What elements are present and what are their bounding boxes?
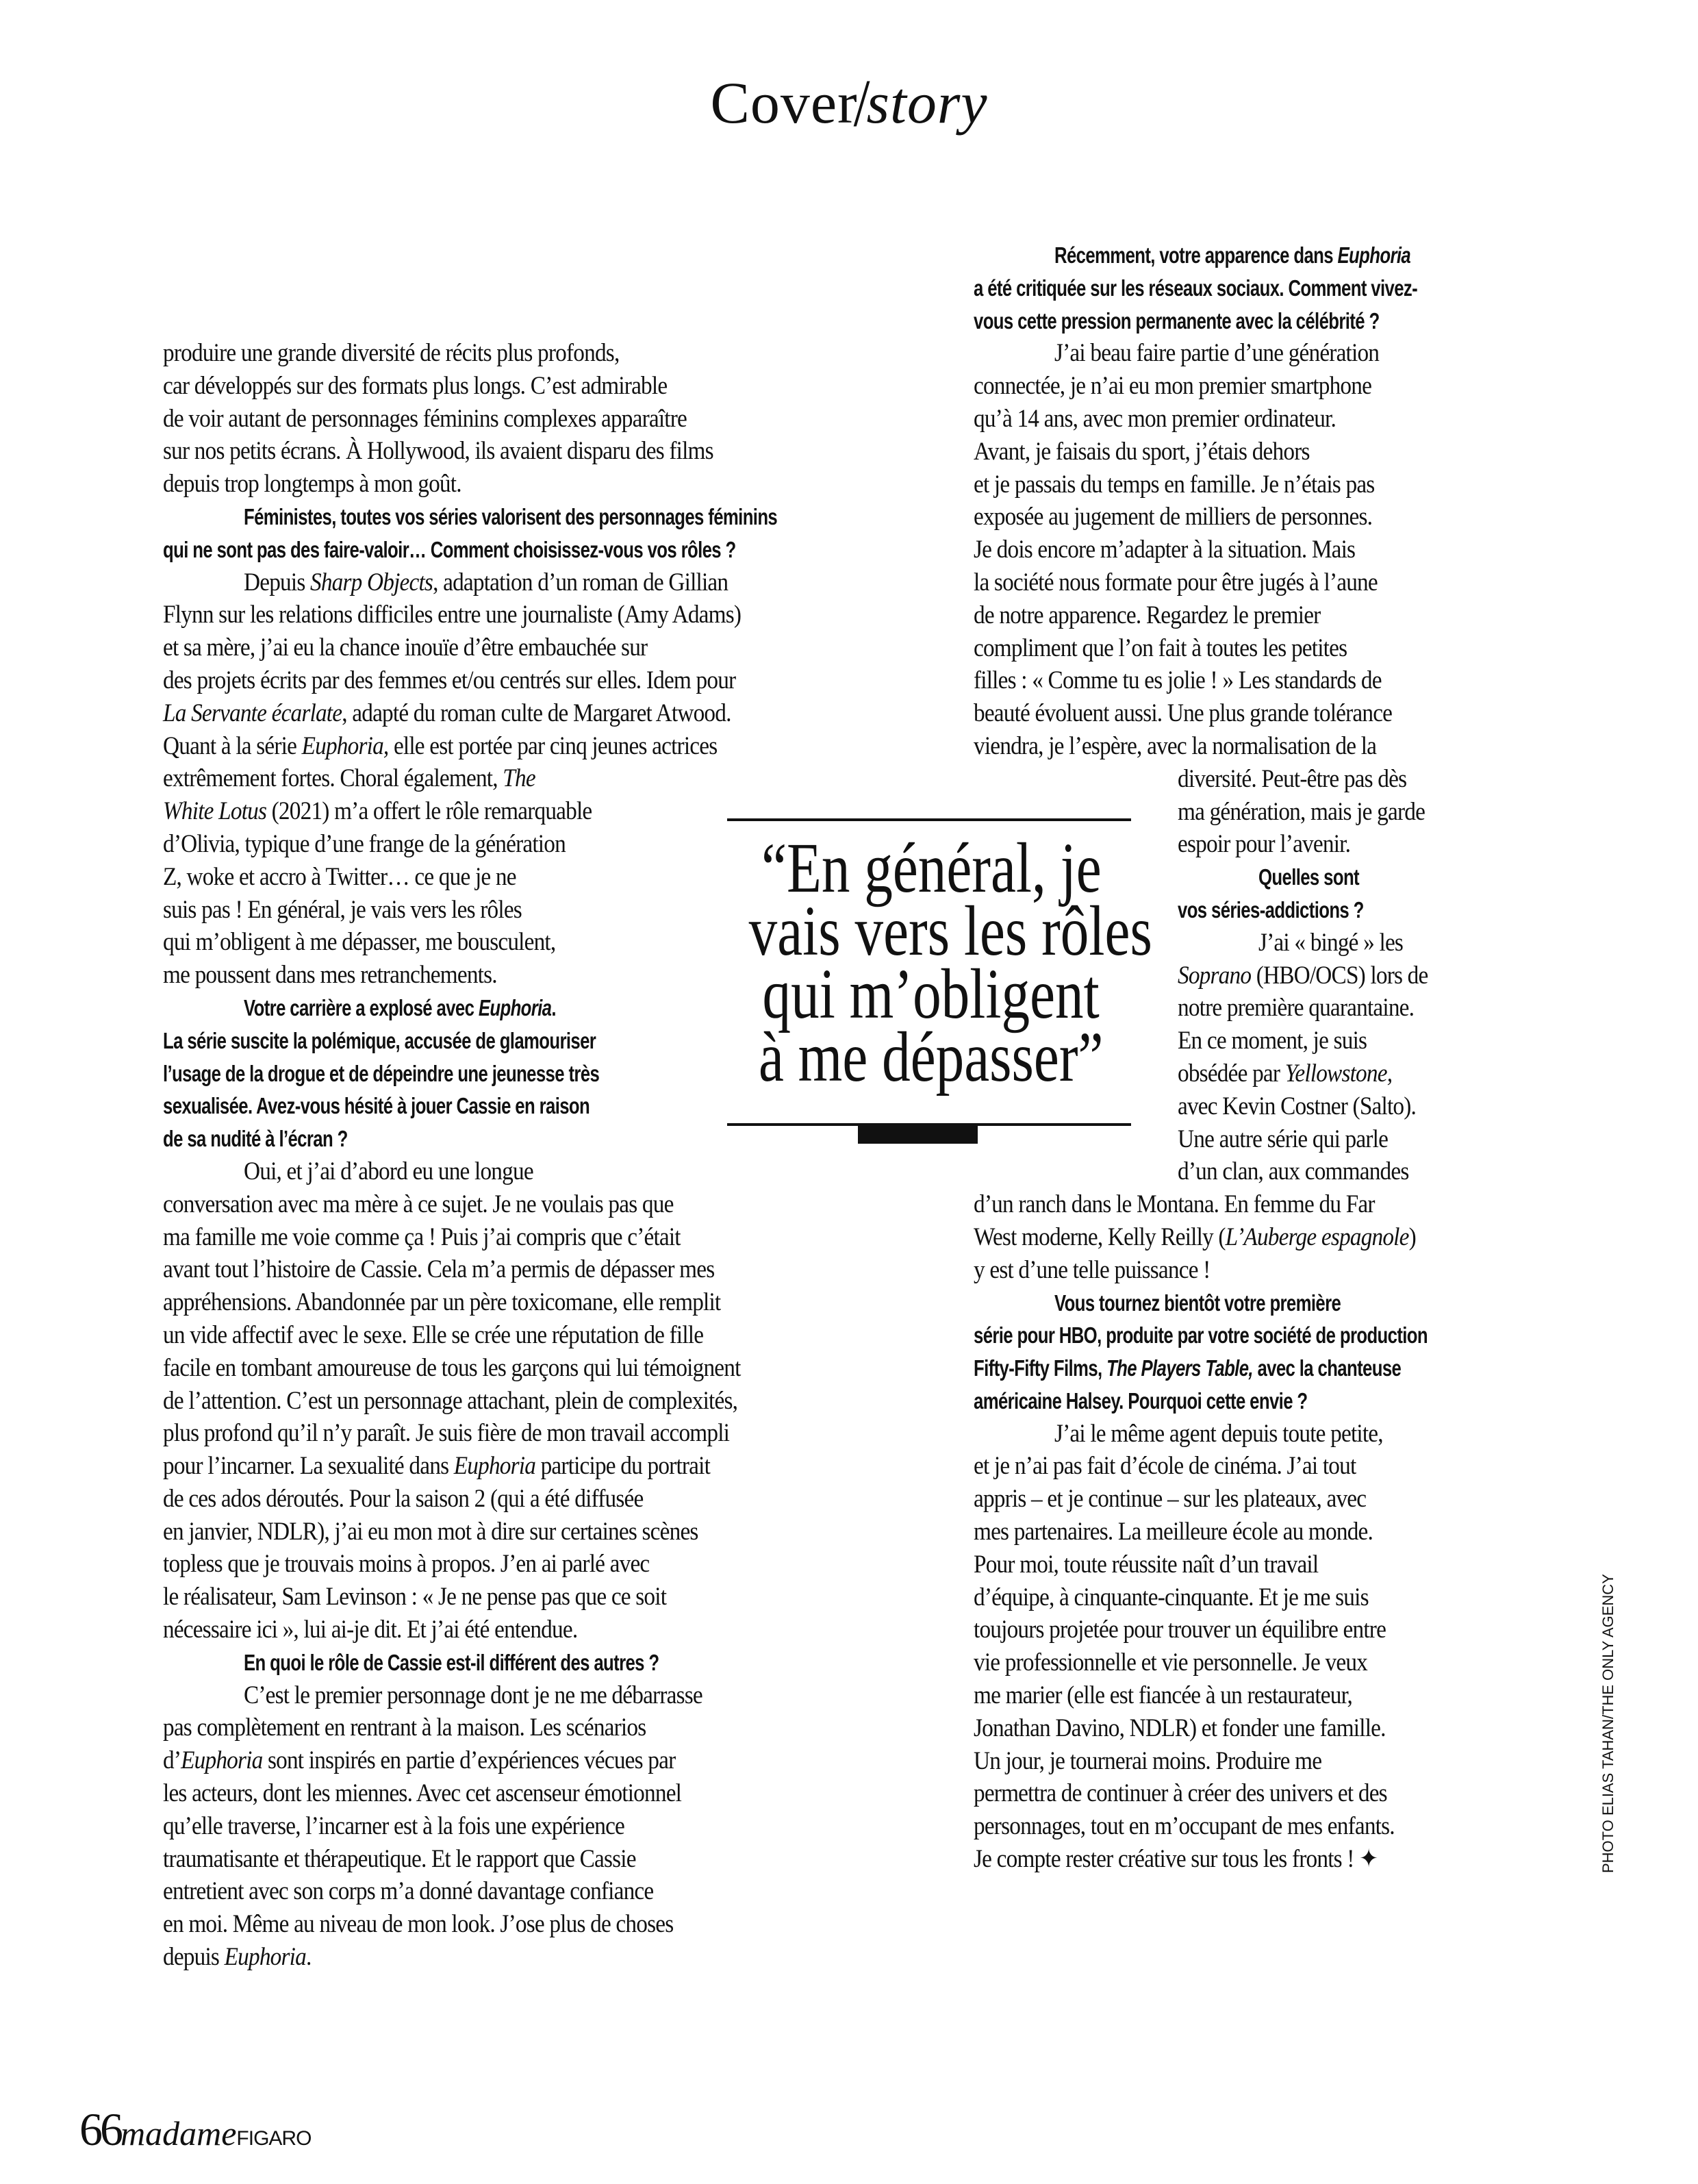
body-text-line: de voir autant de personnages féminins complexes apparaître <box>163 404 687 433</box>
body-text-line: Un jour, je tournerai moins. Produire me <box>974 1746 1322 1775</box>
body-text-line: qu’elle traverse, l’incarner est à la fois une expérience <box>163 1811 625 1840</box>
body-text-line: qui m’obligent à me dépasser, me bousculent, <box>163 928 556 957</box>
body-text-line: ma famille me voie comme ça ! Puis j’ai compris que c’était <box>163 1222 681 1251</box>
italic-title: Euphoria <box>181 1746 263 1775</box>
page-number: 66 <box>79 2103 121 2155</box>
text-segment: West moderne, Kelly Reilly ( <box>974 1222 1226 1251</box>
pull-quote-line: vais vers les rôles <box>748 892 1152 970</box>
pull-quote <box>698 829 1164 1096</box>
text-segment: Depuis <box>244 568 311 597</box>
body-text-line: notre première quarantaine. <box>1178 994 1415 1022</box>
body-text-line: Avant, je faisais du sport, j’étais dehors <box>974 437 1310 466</box>
body-text-line: plus profond qu’il n’y paraît. Je suis fière de mon travail accompli <box>163 1419 730 1448</box>
body-text-line <box>163 795 916 828</box>
body-text-line: Une autre série qui parle <box>1178 1125 1389 1153</box>
text-segment: participe du portrait <box>535 1452 711 1481</box>
italic-title: La Servante écarlate <box>163 699 342 727</box>
question-line: de sa nudité à l’écran ? <box>163 1126 348 1152</box>
body-text-line: personnages, tout en m’occupant de mes enfants. <box>974 1812 1395 1841</box>
body-text-line <box>163 1450 916 1483</box>
body-text-line: permettra de continuer à créer des univers et des <box>974 1779 1387 1808</box>
photo-credit: PHOTO ELIAS TAHAN/THE ONLY AGENCY <box>1599 1574 1617 1873</box>
question-line: vous cette pression permanente avec la célébrité ? <box>974 307 1380 334</box>
body-text-line: de ces ados déroutés. Pour la saison 2 (qui a été diffusée <box>163 1484 644 1513</box>
section-slash: / <box>853 64 871 141</box>
pull-quote-bar <box>858 1126 978 1144</box>
text-segment: depuis <box>163 1943 225 1972</box>
body-text-line: et sa mère, j’ai eu la chance inouïe d’être embauchée sur <box>163 633 648 662</box>
body-text-line: me marier (elle est fiancée à un restaurateur, <box>974 1681 1353 1710</box>
body-text-line <box>163 1744 916 1777</box>
body-text-line: facile en tombant amoureuse de tous les garçons qui lui témoignent <box>163 1353 741 1382</box>
body-text-line: d’un ranch dans le Montana. En femme du Far <box>974 1190 1375 1219</box>
body-text-line: produire une grande diversité de récits plus profonds, <box>163 339 620 367</box>
body-text-line <box>163 1941 916 1974</box>
body-text-line: Flynn sur les relations difficiles entre une journaliste (Amy Adams) <box>163 601 742 629</box>
body-text-line: pas complètement en rentrant à la maison. Les scénarios <box>163 1714 646 1742</box>
body-text-line: viendra, je l’espère, avec la normalisation de la <box>974 731 1377 760</box>
text-segment: . <box>305 1943 312 1972</box>
body-text-line: connectée, je n’ai eu mon premier smartphone <box>974 372 1372 401</box>
italic-title: Euphoria <box>224 1943 306 1972</box>
question-line: Quelles sont <box>1258 864 1359 890</box>
body-text-line: J’ai « bingé » les <box>1258 928 1404 957</box>
left-text-column <box>163 337 916 1974</box>
body-text-line: et je passais du temps en famille. Je n’étais pas <box>974 470 1375 499</box>
body-text-line: avec Kevin Costner (Salto). <box>1178 1092 1417 1120</box>
italic-title: Yellowstone, <box>1284 1059 1393 1088</box>
body-text-line: appris – et je continue – sur les plateaux, avec <box>974 1485 1367 1514</box>
text-segment: Quant à la série <box>163 731 302 760</box>
italic-title: Euphoria, <box>301 731 389 760</box>
body-text-line: qu’à 14 ans, avec mon premier ordinateur. <box>974 404 1336 433</box>
pull-quote-line: “En général, je <box>761 829 1102 907</box>
section-label-cover: Cover <box>710 70 858 136</box>
section-header <box>0 64 1698 141</box>
body-text-line: Jonathan Davino, NDLR) et fonder une famille. <box>974 1714 1386 1742</box>
body-text-line: et je n’ai pas fait d’école de cinéma. J’ai tout <box>974 1452 1356 1481</box>
body-text-line: beauté évoluent aussi. Une plus grande tolérance <box>974 699 1393 728</box>
body-text-line: suis pas ! En général, je vais vers les rôles <box>163 895 522 924</box>
body-text-line: ma génération, mais je garde <box>1178 797 1425 826</box>
body-text-line <box>974 1221 1535 1254</box>
italic-title: White Lotus <box>163 797 267 826</box>
body-text-line: C’est le premier personnage dont je ne me débarrasse <box>244 1681 702 1709</box>
body-text-line: Z, woke et accro à Twitter… ce que je ne <box>163 862 516 891</box>
body-text-line: compliment que l’on fait à toutes les petites <box>974 633 1347 662</box>
pull-quote-top-rule <box>727 818 1131 821</box>
body-text-line: d’équipe, à cinquante-cinquante. Et je me suis <box>974 1583 1369 1611</box>
body-text-line: Je compte rester créative sur tous les fronts ! ✦ <box>974 1845 1378 1874</box>
text-segment: , adaptation d’un roman de Gillian <box>433 568 728 597</box>
body-text-line: le réalisateur, Sam Levinson : « Je ne pense pas que ce soit <box>163 1583 667 1611</box>
body-text-line: me poussent dans mes retranchements. <box>163 961 497 990</box>
body-text-line: vie professionnelle et vie personnelle. Je veux <box>974 1648 1368 1677</box>
body-text-line <box>163 566 916 599</box>
body-text-line: d’Olivia, typique d’une frange de la génération <box>163 829 566 858</box>
question-line: vos séries-addictions ? <box>1178 896 1364 922</box>
question-line: américaine Halsey. Pourquoi cette envie ? <box>974 1388 1308 1414</box>
body-text-line: d’un clan, aux commandes <box>1178 1157 1409 1186</box>
magazine-logo-figaro: FIGARO <box>236 2127 312 2150</box>
body-text-line: En ce moment, je suis <box>1178 1027 1367 1055</box>
italic-title: The <box>503 764 535 793</box>
body-text-line: Je dois encore m’adapter à la situation. Mais <box>974 536 1356 564</box>
text-segment: sont inspirés en partie d’expériences vécues par <box>262 1746 676 1775</box>
body-text-line: mes partenaires. La meilleure école au monde. <box>974 1518 1373 1546</box>
italic-title: The Players Table, <box>1106 1355 1253 1381</box>
page-footer <box>79 2103 311 2157</box>
body-text-line: exposée au jugement de milliers de personnes. <box>974 503 1373 531</box>
body-text-line: entretient avec son corps m’a donné davantage confiance <box>163 1877 654 1906</box>
body-text-line: y est d’une telle puissance ! <box>974 1255 1211 1284</box>
magazine-logo-madame: madame <box>121 2114 237 2152</box>
body-text-line: en moi. Même au niveau de mon look. J’ose plus de choses <box>163 1910 674 1939</box>
text-segment: obsédée par <box>1178 1059 1285 1088</box>
body-text-line: conversation avec ma mère à ce sujet. Je ne voulais pas que <box>163 1190 674 1218</box>
body-text-line: espoir pour l’avenir. <box>1178 830 1351 859</box>
text-segment: . <box>551 994 556 1020</box>
question-line: série pour HBO, produite par votre société de production <box>974 1322 1428 1348</box>
pull-quote-line: qui m’obligent <box>762 955 1100 1033</box>
body-text-line: Oui, et j’ai d’abord eu une longue <box>244 1157 533 1185</box>
body-text-line: filles : « Comme tu es jolie ! » Les standards de <box>974 666 1382 695</box>
body-text-line <box>163 730 916 763</box>
body-text-line <box>163 762 916 795</box>
question-line: En quoi le rôle de Cassie est-il différent des autres ? <box>244 1649 659 1675</box>
italic-title: Euphoria <box>1337 242 1411 268</box>
question-line: Féministes, toutes vos séries valorisent des personnages féminins <box>244 503 778 529</box>
section-label-story: story <box>866 70 988 136</box>
question-line: l’usage de la drogue et de dépeindre une jeunesse très <box>163 1060 600 1086</box>
question-line: La série suscite la polémique, accusée de glamouriser <box>163 1027 596 1053</box>
italic-title: Euphoria <box>453 1452 536 1481</box>
text-segment: (2021) m’a offert le rôle remarquable <box>266 797 592 826</box>
body-text-line: topless que je trouvais moins à propos. J’en ai parlé avec <box>163 1550 650 1579</box>
text-segment: Fifty-Fifty Films, <box>974 1355 1107 1381</box>
body-text-line: de l’attention. C’est un personnage attachant, plein de complexités, <box>163 1386 738 1415</box>
body-text-line: depuis trop longtemps à mon goût. <box>163 470 461 499</box>
body-text-line: toujours projetée pour trouver un équilibre entre <box>974 1616 1386 1644</box>
question-line: a été critiquée sur les réseaux sociaux. Comment vivez- <box>974 275 1418 301</box>
italic-title: Soprano <box>1178 961 1252 990</box>
question-line: Vous tournez bientôt votre première <box>1054 1290 1341 1316</box>
text-segment: (HBO/OCS) lors de <box>1251 961 1428 990</box>
body-text-line: Pour moi, toute réussite naît d’un travail <box>974 1550 1319 1579</box>
question-line: qui ne sont pas des faire-valoir… Comment choisissez-vous vos rôles ? <box>163 536 736 562</box>
body-text-line: J’ai beau faire partie d’une génération <box>1054 339 1380 368</box>
body-text-line: de notre apparence. Regardez le premier <box>974 601 1321 629</box>
question-line <box>974 1352 1535 1385</box>
text-segment: elle est portée par cinq jeunes actrices <box>388 731 718 760</box>
text-segment: Votre carrière a explosé avec <box>244 994 479 1020</box>
body-text-line: sur nos petits écrans. À Hollywood, ils avaient disparu des films <box>163 437 713 466</box>
italic-title: Euphoria <box>478 994 552 1020</box>
body-text-line: car développés sur des formats plus longs. C’est admirable <box>163 371 668 400</box>
text-segment: d’ <box>163 1746 181 1775</box>
body-text-line: avant tout l’histoire de Cassie. Cela m’a permis de dépasser mes <box>163 1255 715 1284</box>
text-segment: pour l’incarner. La sexualité dans <box>163 1452 454 1481</box>
question-line: sexualisée. Avez-vous hésité à jouer Cassie en raison <box>163 1093 590 1119</box>
question-line <box>974 239 1535 272</box>
body-text-line <box>163 697 916 730</box>
body-text-line: diversité. Peut-être pas dès <box>1178 764 1407 793</box>
text-segment: ) <box>1408 1222 1416 1251</box>
body-text-line: la société nous formate pour être jugés à l’aune <box>974 568 1378 597</box>
italic-title: L’Auberge espagnole <box>1225 1222 1409 1251</box>
body-text-line: des projets écrits par des femmes et/ou centrés sur elles. Idem pour <box>163 666 736 694</box>
body-text-line: appréhensions. Abandonnée par un père toxicomane, elle remplit <box>163 1288 721 1317</box>
body-text-line: un vide affectif avec le sexe. Elle se crée une réputation de fille <box>163 1320 704 1349</box>
text-segment: , adapté du roman culte de Margaret Atwood. <box>342 699 731 727</box>
text-segment: extrêmement fortes. Choral également, <box>163 764 503 793</box>
body-text-line: les acteurs, dont les miennes. Avec cet ascenseur émotionnel <box>163 1779 682 1808</box>
text-segment: avec la chanteuse <box>1252 1355 1402 1381</box>
italic-title: Sharp Objects <box>310 568 433 597</box>
text-segment: Récemment, votre apparence dans <box>1054 242 1338 268</box>
body-text-line: nécessaire ici », lui ai-je dit. Et j’ai été entendue. <box>163 1616 578 1644</box>
pull-quote-line: à me dépasser” <box>759 1018 1104 1096</box>
body-text-line: traumatisante et thérapeutique. Et le rapport que Cassie <box>163 1844 636 1873</box>
body-text-line: J’ai le même agent depuis toute petite, <box>1054 1419 1383 1448</box>
body-text-line: en janvier, NDLR), j’ai eu mon mot à dire sur certaines scènes <box>163 1517 698 1546</box>
